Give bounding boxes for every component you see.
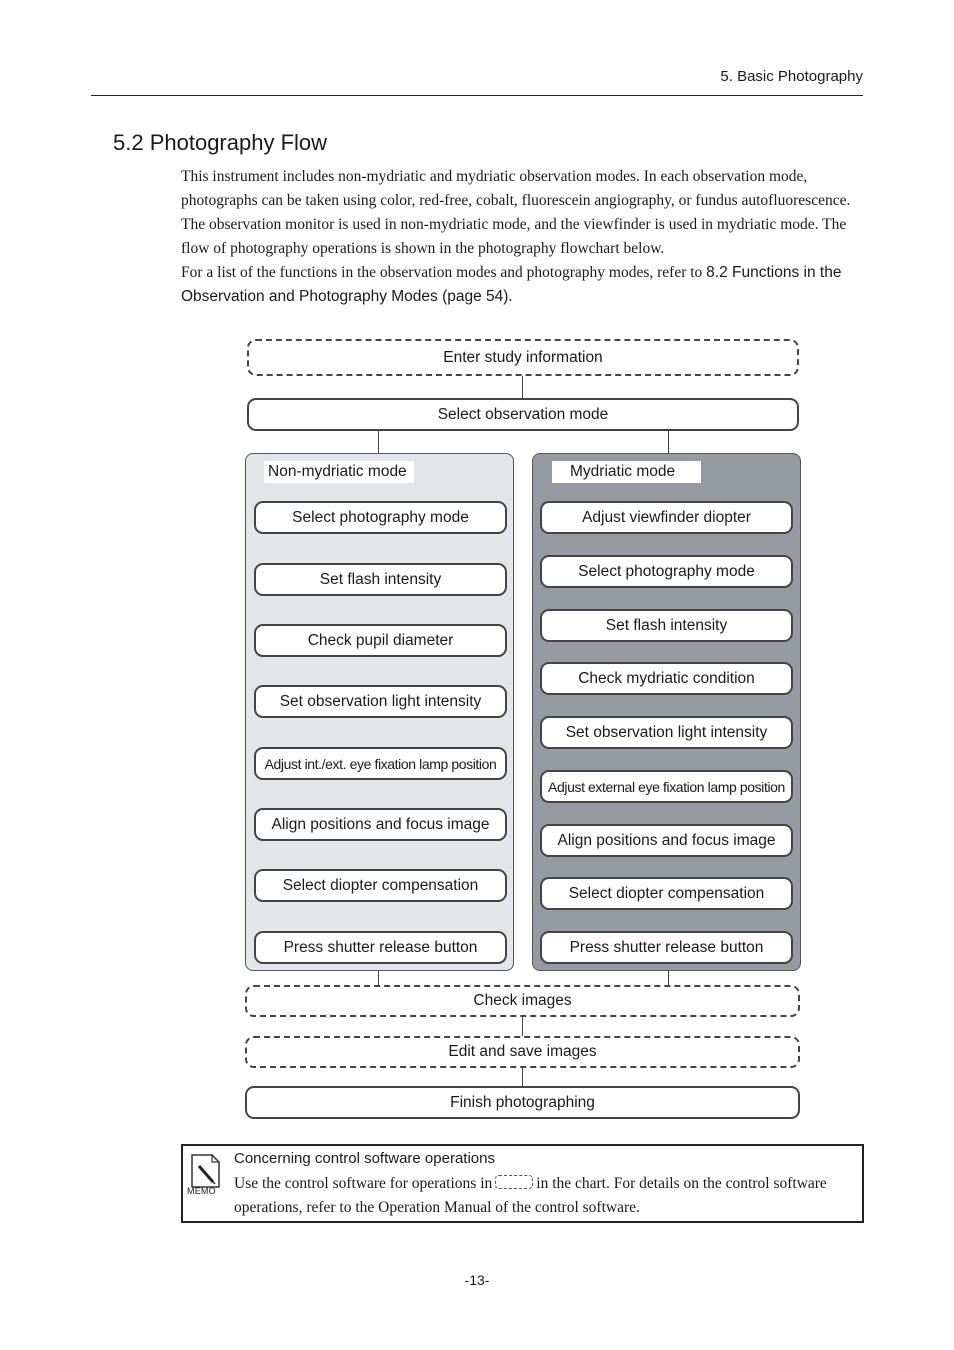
step-select-observation-mode: Select observation mode xyxy=(247,398,799,431)
mydriatic-step: Adjust viewfinder diopter xyxy=(540,501,793,534)
step-check-images: Check images xyxy=(245,985,800,1017)
non-mydriatic-step: Align positions and focus image xyxy=(254,808,507,841)
reference-suffix: . xyxy=(508,288,513,305)
header-section-title: 5. Basic Photography xyxy=(720,68,863,85)
non-mydriatic-step: Set observation light intensity xyxy=(254,685,507,718)
non-mydriatic-step: Set flash intensity xyxy=(254,563,507,596)
reference-prefix: For a list of the functions in the observation modes and photography modes, refer to xyxy=(181,264,707,281)
connector-line xyxy=(668,430,669,454)
connector-line xyxy=(522,375,523,400)
intro-paragraph: This instrument includes non-mydriatic and mydriatic observation modes. In each observation mode, photographs can be taken using color, red-free, cobalt, fluorescein angiography, or fundus autofluorescence. The observation monitor is used in non-mydriatic mode, and the viewfinder is used in mydriatic mode. The flow of photography operations is shown in the photography flowchart below. xyxy=(181,168,851,257)
memo-text xyxy=(234,1172,859,1220)
memo-title: Concerning control software operations xyxy=(234,1150,495,1167)
mydriatic-step: Adjust external eye fixation lamp position xyxy=(540,770,793,803)
page-number: -13- xyxy=(464,1272,490,1288)
memo-box xyxy=(181,1144,864,1223)
memo-text-before: Use the control software for operations in xyxy=(234,1175,493,1192)
non-mydriatic-step: Check pupil diameter xyxy=(254,624,507,657)
non-mydriatic-label: Non-mydriatic mode xyxy=(264,461,414,483)
connector-line xyxy=(522,1016,523,1037)
connector-line xyxy=(522,1067,523,1087)
mydriatic-label: Mydriatic mode xyxy=(552,461,701,483)
step-edit-save-images: Edit and save images xyxy=(245,1036,800,1068)
header-divider xyxy=(91,95,863,96)
mydriatic-step: Select diopter compensation xyxy=(540,877,793,910)
memo-text-after: in the chart. For details on the control software operations, refer to the Operation Manual of the control software. xyxy=(234,1175,827,1216)
reference-link[interactable]: 8.2 Functions in the Observation and Photography Modes (page 54) xyxy=(181,264,842,305)
mydriatic-step: Press shutter release button xyxy=(540,931,793,964)
non-mydriatic-step: Adjust int./ext. eye fixation lamp position xyxy=(254,747,507,780)
connector-line xyxy=(378,430,379,454)
non-mydriatic-step: Select photography mode xyxy=(254,501,507,534)
non-mydriatic-step: Press shutter release button xyxy=(254,931,507,964)
intro-reference xyxy=(181,261,871,309)
dashed-box-legend-icon xyxy=(495,1175,533,1189)
mydriatic-step: Check mydriatic condition xyxy=(540,662,793,695)
memo-icon-label: MEMO xyxy=(187,1186,216,1196)
step-finish-photographing: Finish photographing xyxy=(245,1086,800,1119)
intro-text xyxy=(181,165,871,309)
non-mydriatic-step: Select diopter compensation xyxy=(254,869,507,902)
mydriatic-step: Select photography mode xyxy=(540,555,793,588)
mydriatic-step: Set observation light intensity xyxy=(540,716,793,749)
step-enter-study-information: Enter study information xyxy=(247,339,799,376)
mydriatic-step: Set flash intensity xyxy=(540,609,793,642)
mydriatic-step: Align positions and focus image xyxy=(540,824,793,857)
section-title: 5.2 Photography Flow xyxy=(113,130,328,155)
